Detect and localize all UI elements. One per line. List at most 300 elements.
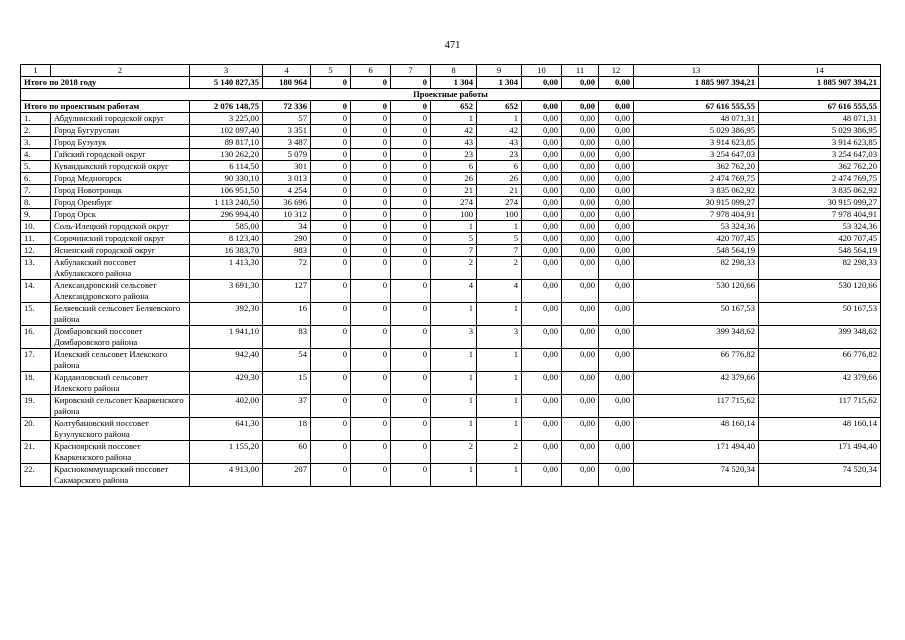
- value-cell: 0,00: [562, 149, 599, 161]
- value-cell: 127: [263, 280, 311, 303]
- value-cell: 0,00: [599, 257, 634, 280]
- row-number: 6.: [21, 173, 51, 185]
- column-number-cell: 5: [311, 65, 351, 77]
- value-cell: 0,00: [562, 326, 599, 349]
- value-cell: 0,00: [599, 395, 634, 418]
- table-row: [21, 326, 881, 349]
- value-cell: 3: [477, 326, 522, 349]
- value-cell: 274: [477, 197, 522, 209]
- table-row: [21, 209, 881, 221]
- municipality-name: Город Орск: [51, 209, 190, 221]
- value-cell: 3 835 062,92: [634, 185, 759, 197]
- row-number: 17.: [21, 349, 51, 372]
- value-cell: 10 312: [263, 209, 311, 221]
- value-cell: 641,30: [190, 418, 263, 441]
- value-cell: 0: [391, 233, 431, 245]
- value-cell: 0,00: [562, 185, 599, 197]
- value-cell: 3 254 647,03: [759, 149, 881, 161]
- value-cell: 0: [351, 303, 391, 326]
- total-value-cell: 67 616 555,55: [759, 101, 881, 113]
- value-cell: 0: [311, 209, 351, 221]
- value-cell: 0,00: [562, 418, 599, 441]
- value-cell: 1: [477, 221, 522, 233]
- value-cell: 0: [351, 326, 391, 349]
- value-cell: 0: [311, 349, 351, 372]
- value-cell: 0: [351, 233, 391, 245]
- value-cell: 0: [391, 349, 431, 372]
- value-cell: 0,00: [599, 372, 634, 395]
- municipality-name: Город Новотроицк: [51, 185, 190, 197]
- value-cell: 7 978 404,91: [634, 209, 759, 221]
- total-value-cell: 1 885 907 394,21: [759, 77, 881, 89]
- value-cell: 3 351: [263, 125, 311, 137]
- value-cell: 0: [391, 209, 431, 221]
- value-cell: 0,00: [562, 257, 599, 280]
- value-cell: 42 379,66: [759, 372, 881, 395]
- value-cell: 7: [431, 245, 477, 257]
- total-value-cell: 0: [311, 101, 351, 113]
- value-cell: 0,00: [522, 209, 562, 221]
- value-cell: 5 029 386,95: [759, 125, 881, 137]
- value-cell: 0: [311, 185, 351, 197]
- value-cell: 399 348,62: [634, 326, 759, 349]
- value-cell: 362 762,20: [634, 161, 759, 173]
- table-row: [21, 349, 881, 372]
- table-row: [21, 395, 881, 418]
- value-cell: 106 951,50: [190, 185, 263, 197]
- value-cell: 5: [477, 233, 522, 245]
- value-cell: 0: [351, 245, 391, 257]
- value-cell: 0: [351, 464, 391, 487]
- value-cell: 18: [263, 418, 311, 441]
- value-cell: 1: [477, 464, 522, 487]
- value-cell: 0: [311, 245, 351, 257]
- value-cell: 0,00: [562, 161, 599, 173]
- value-cell: 0,00: [599, 173, 634, 185]
- value-cell: 983: [263, 245, 311, 257]
- municipality-name: Город Медногорск: [51, 173, 190, 185]
- value-cell: 0,00: [599, 418, 634, 441]
- value-cell: 4 254: [263, 185, 311, 197]
- column-number-cell: 7: [391, 65, 431, 77]
- value-cell: 362 762,20: [759, 161, 881, 173]
- value-cell: 3 487: [263, 137, 311, 149]
- value-cell: 1: [431, 372, 477, 395]
- value-cell: 0,00: [599, 349, 634, 372]
- value-cell: 0: [311, 257, 351, 280]
- value-cell: 2: [477, 441, 522, 464]
- value-cell: 3 225,00: [190, 113, 263, 125]
- value-cell: 0,00: [562, 173, 599, 185]
- value-cell: 0: [311, 372, 351, 395]
- municipality-name: Ясненский городской округ: [51, 245, 190, 257]
- value-cell: 74 520,34: [634, 464, 759, 487]
- column-number-cell: 2: [51, 65, 190, 77]
- value-cell: 0: [351, 149, 391, 161]
- value-cell: 0: [351, 395, 391, 418]
- value-cell: 0,00: [522, 221, 562, 233]
- value-cell: 0,00: [562, 349, 599, 372]
- value-cell: 42: [477, 125, 522, 137]
- value-cell: 82 298,33: [634, 257, 759, 280]
- value-cell: 0: [351, 221, 391, 233]
- value-cell: 0: [351, 173, 391, 185]
- value-cell: 0,00: [562, 113, 599, 125]
- value-cell: 0,00: [522, 185, 562, 197]
- value-cell: 0: [391, 173, 431, 185]
- value-cell: 0,00: [522, 257, 562, 280]
- value-cell: 1: [431, 464, 477, 487]
- value-cell: 420 707,45: [634, 233, 759, 245]
- column-number-cell: 11: [562, 65, 599, 77]
- value-cell: 6 114,50: [190, 161, 263, 173]
- value-cell: 16 383,70: [190, 245, 263, 257]
- value-cell: 0,00: [599, 245, 634, 257]
- value-cell: 50 167,53: [634, 303, 759, 326]
- value-cell: 42: [431, 125, 477, 137]
- value-cell: 5 079: [263, 149, 311, 161]
- value-cell: 3 013: [263, 173, 311, 185]
- value-cell: 429,30: [190, 372, 263, 395]
- value-cell: 0,00: [562, 245, 599, 257]
- value-cell: 0,00: [599, 149, 634, 161]
- section-title-row: [21, 89, 881, 101]
- value-cell: 3: [431, 326, 477, 349]
- table-row: [21, 372, 881, 395]
- value-cell: 54: [263, 349, 311, 372]
- total-2018-row: [21, 77, 881, 89]
- municipality-name: Александровский сельсовет Александровского района: [51, 280, 190, 303]
- value-cell: 26: [431, 173, 477, 185]
- value-cell: 0,00: [522, 395, 562, 418]
- value-cell: 0,00: [562, 125, 599, 137]
- value-cell: 0: [351, 257, 391, 280]
- table-row: [21, 418, 881, 441]
- row-number: 11.: [21, 233, 51, 245]
- value-cell: 171 494,40: [759, 441, 881, 464]
- row-number: 4.: [21, 149, 51, 161]
- value-cell: 0,00: [599, 209, 634, 221]
- value-cell: 15: [263, 372, 311, 395]
- value-cell: 1 413,30: [190, 257, 263, 280]
- value-cell: 117 715,62: [759, 395, 881, 418]
- value-cell: 53 324,36: [634, 221, 759, 233]
- row-number: 18.: [21, 372, 51, 395]
- value-cell: 0,00: [599, 441, 634, 464]
- municipality-name: Акбулакский поссовет Акбулакского района: [51, 257, 190, 280]
- value-cell: 48 071,31: [759, 113, 881, 125]
- value-cell: 1: [477, 395, 522, 418]
- value-cell: 296 994,40: [190, 209, 263, 221]
- column-number-cell: 1: [21, 65, 51, 77]
- table-row: [21, 161, 881, 173]
- value-cell: 43: [431, 137, 477, 149]
- municipality-name: Город Оренбург: [51, 197, 190, 209]
- table-row: [21, 441, 881, 464]
- value-cell: 0,00: [522, 280, 562, 303]
- value-cell: 117 715,62: [634, 395, 759, 418]
- row-number: 12.: [21, 245, 51, 257]
- row-number: 9.: [21, 209, 51, 221]
- value-cell: 0,00: [599, 280, 634, 303]
- value-cell: 102 097,40: [190, 125, 263, 137]
- value-cell: 0: [311, 303, 351, 326]
- value-cell: 1: [431, 113, 477, 125]
- total-value-cell: 0,00: [522, 101, 562, 113]
- value-cell: 66 776,82: [759, 349, 881, 372]
- table-row: [21, 113, 881, 125]
- value-cell: 0,00: [562, 441, 599, 464]
- value-cell: 0,00: [562, 221, 599, 233]
- column-number-cell: 9: [477, 65, 522, 77]
- row-number: 14.: [21, 280, 51, 303]
- value-cell: 402,00: [190, 395, 263, 418]
- value-cell: 0,00: [599, 125, 634, 137]
- value-cell: 0: [311, 173, 351, 185]
- total-value-cell: 0: [391, 77, 431, 89]
- row-number: 2.: [21, 125, 51, 137]
- value-cell: 0: [391, 137, 431, 149]
- value-cell: 0: [311, 326, 351, 349]
- value-cell: 0: [391, 125, 431, 137]
- total-value-cell: 72 336: [263, 101, 311, 113]
- total-value-cell: 652: [431, 101, 477, 113]
- value-cell: 4: [477, 280, 522, 303]
- value-cell: 8 123,40: [190, 233, 263, 245]
- value-cell: 530 120,66: [759, 280, 881, 303]
- value-cell: 0: [351, 372, 391, 395]
- value-cell: 392,30: [190, 303, 263, 326]
- value-cell: 3 914 623,85: [634, 137, 759, 149]
- table-row: [21, 125, 881, 137]
- row-number: 13.: [21, 257, 51, 280]
- municipality-name: Красноярский поссовет Кваркенского района: [51, 441, 190, 464]
- value-cell: 0: [391, 418, 431, 441]
- table-row: [21, 185, 881, 197]
- value-cell: 0,00: [562, 395, 599, 418]
- value-cell: 942,40: [190, 349, 263, 372]
- value-cell: 1: [431, 349, 477, 372]
- total-label: Итого по 2018 году: [21, 77, 190, 89]
- total-value-cell: 0: [351, 77, 391, 89]
- section-title: Проектные работы: [21, 89, 881, 101]
- value-cell: 23: [477, 149, 522, 161]
- value-cell: 0,00: [522, 161, 562, 173]
- value-cell: 48 160,14: [759, 418, 881, 441]
- value-cell: 90 330,10: [190, 173, 263, 185]
- value-cell: 548 564,19: [634, 245, 759, 257]
- value-cell: 21: [477, 185, 522, 197]
- value-cell: 0: [311, 161, 351, 173]
- column-number-cell: 13: [634, 65, 759, 77]
- value-cell: 16: [263, 303, 311, 326]
- value-cell: 0,00: [522, 125, 562, 137]
- value-cell: 7: [477, 245, 522, 257]
- value-cell: 34: [263, 221, 311, 233]
- column-number-cell: 6: [351, 65, 391, 77]
- total-value-cell: 652: [477, 101, 522, 113]
- value-cell: 0,00: [599, 464, 634, 487]
- value-cell: 0,00: [522, 372, 562, 395]
- value-cell: 0,00: [522, 149, 562, 161]
- value-cell: 2 474 769,75: [759, 173, 881, 185]
- value-cell: 548 564,19: [759, 245, 881, 257]
- value-cell: 0,00: [522, 245, 562, 257]
- value-cell: 0,00: [522, 173, 562, 185]
- total-value-cell: 1 885 907 394,21: [634, 77, 759, 89]
- municipality-name: Кувандыкский городской округ: [51, 161, 190, 173]
- total-value-cell: 67 616 555,55: [634, 101, 759, 113]
- value-cell: 0: [311, 418, 351, 441]
- row-number: 5.: [21, 161, 51, 173]
- value-cell: 5 029 386,95: [634, 125, 759, 137]
- total-project-row: [21, 101, 881, 113]
- value-cell: 4: [431, 280, 477, 303]
- municipality-name: Город Бугуруслан: [51, 125, 190, 137]
- value-cell: 585,00: [190, 221, 263, 233]
- value-cell: 0: [391, 372, 431, 395]
- value-cell: 6: [477, 161, 522, 173]
- municipality-name: Илекский сельсовет Илекского района: [51, 349, 190, 372]
- value-cell: 0,00: [522, 441, 562, 464]
- value-cell: 66 776,82: [634, 349, 759, 372]
- table-row: [21, 280, 881, 303]
- value-cell: 0: [351, 418, 391, 441]
- value-cell: 2 474 769,75: [634, 173, 759, 185]
- value-cell: 1: [477, 349, 522, 372]
- value-cell: 130 262,20: [190, 149, 263, 161]
- municipality-name: Сорочинский городской округ: [51, 233, 190, 245]
- value-cell: 1: [477, 418, 522, 441]
- value-cell: 0,00: [522, 464, 562, 487]
- value-cell: 0: [391, 197, 431, 209]
- value-cell: 1 941,10: [190, 326, 263, 349]
- value-cell: 274: [431, 197, 477, 209]
- value-cell: 83: [263, 326, 311, 349]
- value-cell: 0: [391, 441, 431, 464]
- value-cell: 0,00: [599, 303, 634, 326]
- row-number: 16.: [21, 326, 51, 349]
- value-cell: 0,00: [562, 464, 599, 487]
- value-cell: 0: [351, 137, 391, 149]
- value-cell: 290: [263, 233, 311, 245]
- value-cell: 30 915 099,27: [759, 197, 881, 209]
- value-cell: 0,00: [522, 326, 562, 349]
- value-cell: 0: [311, 464, 351, 487]
- value-cell: 0: [311, 233, 351, 245]
- value-cell: 0: [351, 185, 391, 197]
- total-value-cell: 0,00: [562, 77, 599, 89]
- value-cell: 0,00: [562, 280, 599, 303]
- municipality-name: Домбаровский поссовет Домбаровского района: [51, 326, 190, 349]
- value-cell: 0,00: [599, 161, 634, 173]
- value-cell: 43: [477, 137, 522, 149]
- municipality-name: Город Бузулук: [51, 137, 190, 149]
- table-row: [21, 173, 881, 185]
- value-cell: 1 155,20: [190, 441, 263, 464]
- value-cell: 0: [391, 149, 431, 161]
- value-cell: 399 348,62: [759, 326, 881, 349]
- value-cell: 0: [351, 197, 391, 209]
- value-cell: 1: [477, 372, 522, 395]
- value-cell: 2: [431, 257, 477, 280]
- row-number: 1.: [21, 113, 51, 125]
- value-cell: 0: [391, 221, 431, 233]
- column-number-cell: 3: [190, 65, 263, 77]
- value-cell: 1 113 240,50: [190, 197, 263, 209]
- value-cell: 0: [351, 125, 391, 137]
- column-number-cell: 12: [599, 65, 634, 77]
- value-cell: 0: [391, 280, 431, 303]
- value-cell: 0: [351, 209, 391, 221]
- total-value-cell: 0,00: [522, 77, 562, 89]
- value-cell: 2: [477, 257, 522, 280]
- value-cell: 7 978 404,91: [759, 209, 881, 221]
- total-label: Итого по проектным работам: [21, 101, 190, 113]
- value-cell: 0,00: [599, 197, 634, 209]
- value-cell: 100: [477, 209, 522, 221]
- value-cell: 1: [431, 418, 477, 441]
- value-cell: 0: [311, 149, 351, 161]
- municipality-name: Гайский городской округ: [51, 149, 190, 161]
- value-cell: 0: [311, 113, 351, 125]
- row-number: 8.: [21, 197, 51, 209]
- value-cell: 0: [311, 197, 351, 209]
- municipality-name: Соль-Илецкий городской округ: [51, 221, 190, 233]
- table-row: [21, 303, 881, 326]
- value-cell: 48 160,14: [634, 418, 759, 441]
- value-cell: 3 254 647,03: [634, 149, 759, 161]
- value-cell: 0: [391, 245, 431, 257]
- value-cell: 0: [391, 185, 431, 197]
- value-cell: 48 071,31: [634, 113, 759, 125]
- value-cell: 0: [351, 161, 391, 173]
- total-value-cell: 180 964: [263, 77, 311, 89]
- value-cell: 37: [263, 395, 311, 418]
- value-cell: 0: [391, 257, 431, 280]
- table-row: [21, 257, 881, 280]
- municipality-name: Абдулинский городской округ: [51, 113, 190, 125]
- value-cell: 0,00: [599, 233, 634, 245]
- value-cell: 21: [431, 185, 477, 197]
- table-row: [21, 137, 881, 149]
- value-cell: 0,00: [562, 372, 599, 395]
- value-cell: 1: [477, 303, 522, 326]
- value-cell: 0: [311, 125, 351, 137]
- value-cell: 1: [477, 113, 522, 125]
- value-cell: 26: [477, 173, 522, 185]
- value-cell: 42 379,66: [634, 372, 759, 395]
- table-row: [21, 149, 881, 161]
- value-cell: 420 707,45: [759, 233, 881, 245]
- column-number-cell: 10: [522, 65, 562, 77]
- value-cell: 0: [391, 161, 431, 173]
- column-number-row: [21, 65, 881, 77]
- value-cell: 2: [431, 441, 477, 464]
- value-cell: 0,00: [599, 137, 634, 149]
- row-number: 22.: [21, 464, 51, 487]
- value-cell: 0,00: [599, 185, 634, 197]
- value-cell: 0,00: [599, 113, 634, 125]
- value-cell: 6: [431, 161, 477, 173]
- value-cell: 1: [431, 395, 477, 418]
- column-number-cell: 8: [431, 65, 477, 77]
- total-value-cell: 1 304: [477, 77, 522, 89]
- column-number-cell: 4: [263, 65, 311, 77]
- value-cell: 0: [311, 137, 351, 149]
- value-cell: 50 167,53: [759, 303, 881, 326]
- value-cell: 100: [431, 209, 477, 221]
